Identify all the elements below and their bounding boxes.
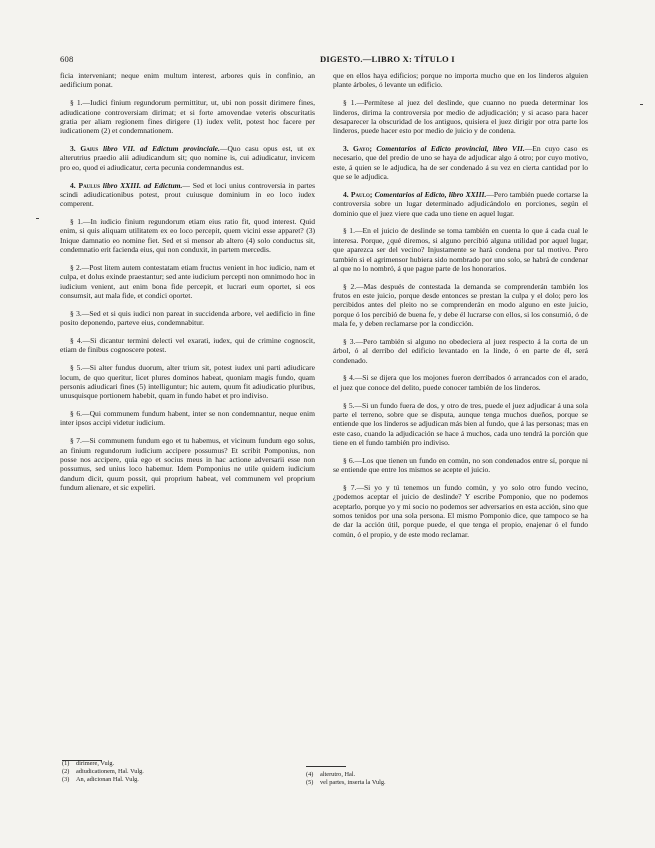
book-reference: Comentarios al Edicto provincial, libro VII. xyxy=(376,144,525,154)
footnotes-right xyxy=(306,771,546,787)
paragraph-text: § 6.—Los que tienen un fundo en común, no son condenados entre sí, porque ni se entiende que entre los mismos se acepte el juicio. xyxy=(333,455,588,475)
footnote-mark: (5) xyxy=(306,779,314,786)
footnote-mark: (1) xyxy=(62,760,70,767)
fragment-number: 3. xyxy=(70,144,76,154)
jurist-name: Gaius xyxy=(80,144,99,154)
paragraph xyxy=(333,483,588,539)
paragraph xyxy=(60,309,315,328)
paragraph xyxy=(333,226,588,273)
fragment-number: 4. xyxy=(343,189,349,199)
latin-column xyxy=(60,71,315,501)
paragraph xyxy=(333,71,588,90)
paragraph xyxy=(60,181,315,209)
paragraph-text: § 5.—Si un fundo fuera de dos, y otro de tres, puede el juez adjudicar á una sola parte el terreno, sobre que se disputa, aunque tenga muchos dueños, porque se entiende que los linderos se adjudican más bien al fundo, que á las personas; mas en este caso, cuando la adjudicación se hace á muchos, cada uno tendrá la porción que tiene en el fundo también pro indiviso. xyxy=(333,400,588,447)
footnote xyxy=(62,768,302,776)
book-reference: libro VII. ad Edictum provinciale. xyxy=(102,144,220,154)
paragraph-text: § 6.—Qui communem fundum habent, inter se non condemnantur, neque enim inter ipsos accipi videtur iudicium. xyxy=(60,409,315,428)
paragraph-text: § 4.—Si se dijera que los mojones fueron derribados ó arrancados con el arado, el juez que conoce del delito, puede conocer también de los linderos. xyxy=(333,373,588,392)
footnote-mark: (2) xyxy=(62,768,70,775)
footnote xyxy=(62,776,302,784)
paragraph-text: —Pero también puede cortarse la controversia sobre un lugar determinado adjudicándolo en porciones, según el dominio que el juez viere que cada uno tiene en aquel lugar. xyxy=(333,189,588,218)
paragraph xyxy=(60,436,315,492)
paragraph-text: § 2.—Mas después de contestada la demanda se comprenderán también los frutos en este juicio, porque desde entonces se prestan la culpa y el dolo; pero los percibidos antes del pleito no se comprenderán en modo alguno en este juicio, porque ó los percibió de buena fe, y debe él lucrarse con ellos, si los consumió, ó de mala fe, y deben reclamarse por la condicción. xyxy=(333,281,588,329)
jurist-name: Gayo; xyxy=(353,144,373,154)
running-head: DIGESTO.—LIBRO X: TÍTULO I xyxy=(320,54,455,64)
paragraph-text: § 5.—Si alter fundus duorum, alter trium sit, potest iudex uni parti adiudicare locum, de quo queritur, licet plures dominos habeat, quoniam magis fundo, quam personis adiudicari fines (5) intelliguntur; hic autem, quum fit adiudicatio pluribus, unusquisque portionem habebit, quam in fundo habet et pro indiviso. xyxy=(60,363,315,401)
paragraph-text: § 3.—Sed et si quis iudici non pareat in succidenda arbore, vel aedificio in fine posito deponendo, parteve eius, condemnabitur. xyxy=(60,308,315,328)
footnote-text: vel partes, inserta la Vulg. xyxy=(320,779,386,786)
paragraph-text: § 7.—Si yo y tú tenemos un fundo común, y yo solo otro fundo vecino, ¿podemos aceptar el juicio de deslinde? Y escribe Pomponio, que no podemos aceptarlo, porque yo y mi socio no podemos ser adversarios en esta acción, sino que somos tenidos por una sola persona. El mismo Pomponio dice, que tampoco se ha de dar la acción útil, porque puede, el que tenga el propio, enajenar ó el fundo común, ó el propio, y de este modo reclamar. xyxy=(333,483,588,539)
footnotes-left xyxy=(62,760,302,784)
paragraph-text: § 1.—Iudici finium regundorum permittitur, ut, ubi non possit dirimere fines, adiudicatione controversiam dirimat; et si forte amovendae veteris obscuritatis gratia per aliam regionem fines dirigere (1) iudex velit, potest hoc facere per iudicationem (2) et condemnationem. xyxy=(60,98,315,136)
paragraph-text: —En cuyo caso es necesario, que del predio de uno se haya de adjudicar algo á otro; por cuyo motivo, este, á quien se le adjudica, ha de ser condenado á su vez en cierta cantidad por lo que se le adjudica. xyxy=(333,144,588,182)
footnote-mark: (4) xyxy=(306,771,314,778)
footnote-mark: (3) xyxy=(62,776,70,783)
scan-speck xyxy=(640,104,643,105)
paragraph xyxy=(333,98,588,135)
jurist-name: Paulo; xyxy=(350,189,373,199)
spanish-column xyxy=(333,71,588,548)
paragraph xyxy=(60,409,315,428)
paragraph-text: § 7.—Si communem fundum ego et tu habemus, et vicinum fundum ego solus, an finium regundorum iudicium accipere possumus? Et scribit Pomponius, non posse nos accipere, quia ego et socius meus in hac actione adversarii esse non possumus, sed unius loco habemur. Idem Pomponius ne utile quidem iudicium dandum dicit, quum possit, qui proprium habeat, vel communem vel proprium fundum alienare, et sic expeliri. xyxy=(60,436,315,493)
paragraph-text: ficia interveniant; neque enim multum interest, arbores quis in confinio, an aedificium ponat. xyxy=(60,71,315,90)
paragraph-text: § 1.—Permítese al juez del deslinde, que cuanno no pueda determinar los linderos, dirima la controversia por medio de adjudicación; y si acaso para hacer desaparecer la obscuridad de los antiguos, quisiera el juez dirigir por otra parte los linderos, puede hacer esto por medio de juicio y de condena. xyxy=(333,98,588,136)
paragraph xyxy=(333,144,588,181)
footnote xyxy=(306,779,546,787)
page-header xyxy=(58,54,590,68)
paragraph xyxy=(333,282,588,329)
paragraph xyxy=(333,373,588,392)
page xyxy=(58,54,590,824)
scan-speck xyxy=(36,218,39,219)
paragraph xyxy=(60,98,315,135)
footnote-text: An, adicionan Hal. Vulg. xyxy=(76,776,139,783)
fragment-number: 4. xyxy=(70,180,76,190)
paragraph-text: — Sed et loci unius controversia in partes scindi adiudicationibus potest, prout cuiusque dominium in eo loco iudex comperent. xyxy=(60,180,316,209)
footnote-text: dirimere, Vulg. xyxy=(76,760,115,767)
paragraph-text: § 1.—In iudicio finium regundorum etiam eius ratio fit, quod interest. Quid enim, si quis aliquam utilitatem ex eo loco percepit, quem vicini esse apparet? (3) Inique damnatio eo nomine fiet. Sed et si mensor ab altero (4) solo conductus sit, condemnatio erit facienda eius, qui non conduxit, in partem mercedis. xyxy=(60,217,315,255)
paragraph xyxy=(333,190,588,218)
paragraph xyxy=(60,263,315,300)
book-reference: Comentarios al Edicto, libro XXIII. xyxy=(374,189,487,199)
paragraph-text: § 1.—En el juicio de deslinde se toma también en cuenta lo que á cada cual le interesa. Porque, ¿qué diremos, si alguno percibió alguna utilidad por aquel lugar, que aparezca ser del vecino? Injustamente se hará condena por tal motivo. Pero también si el agrimensor hubiera sido nombrado por uno solo, se habrá de condenar al que no lo nombró, á que pague parte de los honorarios. xyxy=(333,226,588,273)
paragraph xyxy=(60,336,315,355)
paragraph xyxy=(333,337,588,365)
paragraph xyxy=(60,144,315,172)
paragraph xyxy=(333,401,588,448)
paragraph xyxy=(60,71,315,90)
jurist-name: Paulus xyxy=(78,180,101,190)
book-reference: libro XXIII. ad Edictum. xyxy=(102,180,183,190)
paragraph-text: § 2.—Post litem autem contestatam etiam fructus venient in hoc iudicio, nam et culpa, et dolus exinde praestantur; sed ante iudicium percepti non omnimodo hoc in iudicium venient, aut enim bona fide percepit, et lucrari eum oportet, si eos consumsit, aut mala fide, et condici oportet. xyxy=(60,263,315,301)
paragraph xyxy=(60,217,315,254)
footnote xyxy=(306,771,546,779)
fragment-number: 3. xyxy=(343,144,349,154)
paragraph xyxy=(60,363,315,400)
footnote-text: alterutro, Hal. xyxy=(320,771,356,778)
paragraph-text: —Quo casu opus est, ut ex alterutrius praedio alii adiudicandum sit; quo nomine is, cui adiudicatur, invicem pro eo, quod ei adiudicatur, certa pecunia condemnandus est. xyxy=(60,144,315,172)
paragraph-text: § 3.—Pero también si alguno no obedeciera al juez respecto á la corta de un árbol, ó al derribo del edificio levantado en la linde, ó en parte de él, será condenado. xyxy=(333,336,588,365)
paragraph-text: que en ellos haya edificios; porque no importa mucho que en los linderos alguien plante árboles, ó levante un edificio. xyxy=(333,71,588,90)
paragraph-text: § 4.—Si dicantur termini delecti vel exarati, iudex, qui de crimine cognoscit, etiam de finibus cognoscere potest. xyxy=(60,336,315,355)
footnote-rule-right xyxy=(306,766,346,767)
page-number: 608 xyxy=(60,54,74,64)
paragraph xyxy=(333,456,588,475)
footnote xyxy=(62,760,302,768)
footnote-text: adiudicationem, Hal. Vulg. xyxy=(76,768,144,775)
